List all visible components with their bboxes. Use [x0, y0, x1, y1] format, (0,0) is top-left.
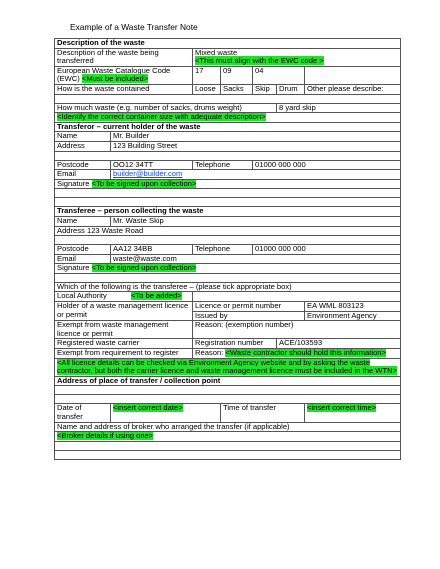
blank-row[interactable] — [55, 441, 401, 450]
local-authority-cell[interactable] — [55, 292, 193, 302]
blank-row — [55, 236, 401, 245]
transferor-signature-cell[interactable] — [55, 179, 401, 189]
waste-transfer-note-form — [54, 38, 401, 460]
blank-row — [55, 198, 401, 207]
transferee-type-question: Which of the following is the transferee – (please tick appropriate box) — [55, 282, 401, 292]
amount-note-cell — [55, 113, 401, 123]
transferee-telephone-value[interactable]: 01000 000 000 — [253, 245, 401, 255]
exempt-reason[interactable]: Reason: (exemption number) — [193, 321, 401, 339]
transferee-name-value[interactable]: Mr. Waste Skip — [111, 216, 401, 226]
transferor-telephone-value[interactable]: 01000 000 000 — [253, 160, 401, 170]
option-other[interactable]: Other please describe: — [305, 84, 401, 94]
transferor-email-link[interactable]: builder@builder.com — [113, 169, 183, 179]
ewc-note: <Must be included> — [81, 74, 149, 84]
transferee-name-label: Name — [55, 216, 111, 226]
issued-label: Issued by — [193, 311, 305, 321]
reason-note: <Waste contractor should hold this information> — [225, 348, 386, 358]
desc-value: Mixed waste — [195, 48, 238, 57]
local-authority-blank — [193, 292, 401, 302]
licence-label: Licence or permit number — [193, 302, 305, 312]
blank-row — [55, 151, 401, 160]
ewc-label: European Waste Catalogue Code (EWC) — [57, 66, 171, 84]
exempt-label[interactable]: Exempt from waste management licence or permit — [55, 321, 193, 339]
transferee-postcode-label: Postcode — [55, 245, 111, 255]
document-title: Example of a Waste Transfer Note — [70, 22, 198, 32]
option-loose[interactable]: Loose — [193, 84, 221, 94]
carrier-label[interactable]: Registered waste carrier — [55, 339, 193, 349]
amount-label: How much waste (e.g. number of sacks, drums weight) — [55, 103, 277, 113]
transferor-postcode-value[interactable]: OO12 34TT — [111, 160, 193, 170]
transferee-signature-note: <To be signed upon collection> — [91, 263, 197, 273]
date-note: <insert correct date> — [113, 403, 183, 413]
ewc-code-3[interactable]: 04 — [253, 66, 305, 84]
broker-note: <Broker details if using one> — [57, 431, 154, 441]
transferee-telephone-label: Telephone — [193, 245, 253, 255]
desc-value-cell[interactable] — [193, 48, 401, 66]
contained-label: How is the waste contained — [55, 84, 193, 94]
transferee-address[interactable]: Address 123 Waste Road — [55, 226, 401, 236]
blank-row[interactable] — [55, 395, 401, 404]
transferee-email-label: Email — [55, 254, 111, 264]
licence-check-note: <All licence details can be checked via Environment Agency website and by asking the waste contractor, but both the carrier licence and waste management licence must be included in the WTN> — [57, 358, 397, 376]
licence-check-cell — [55, 358, 401, 376]
exempt-register-label[interactable]: Exempt from requirement to register — [55, 349, 193, 359]
ewc-code-extra[interactable] — [305, 66, 401, 84]
time-cell[interactable] — [305, 404, 401, 422]
transferor-name-value[interactable]: Mr. Builder — [111, 132, 401, 142]
blank-row — [55, 273, 401, 282]
reason-label: Reason: — [195, 348, 224, 358]
transferee-signature-label: Signature — [57, 263, 90, 273]
transferor-telephone-label: Telephone — [193, 160, 253, 170]
transferee-email-value[interactable]: waste@waste.com — [111, 254, 401, 264]
date-label: Date of transfer — [55, 404, 111, 422]
transferor-name-label: Name — [55, 132, 111, 142]
blank-row[interactable] — [55, 450, 401, 459]
section-heading-description: Description of the waste — [55, 39, 401, 49]
transferor-address-label: Address — [55, 141, 111, 151]
ewc-label-cell — [55, 66, 193, 84]
blank-row — [55, 189, 401, 198]
transferor-signature-label: Signature — [57, 179, 90, 188]
time-note: <insert correct time> — [307, 403, 377, 413]
desc-label: Description of the waste being transferred — [55, 48, 193, 66]
section-heading-transferee: Transferee – person collecting the waste — [55, 207, 401, 217]
issued-value[interactable]: Environment Agency — [305, 311, 401, 321]
blank-row — [55, 94, 401, 103]
blank-row[interactable] — [55, 386, 401, 395]
exempt-register-reason-cell[interactable] — [193, 349, 401, 359]
local-authority-label: Local Authority — [57, 291, 107, 301]
transferor-address-value[interactable]: 123 Building Street — [111, 141, 401, 151]
amount-value[interactable]: 8 yard skip — [277, 103, 401, 113]
desc-note: <This must align with the EWC code > — [195, 56, 324, 66]
broker-cell[interactable] — [55, 432, 401, 442]
ewc-code-2[interactable]: 09 — [221, 66, 253, 84]
transferor-signature-note: <To be signed upon collection> — [91, 179, 197, 188]
transferor-postcode-label: Postcode — [55, 160, 111, 170]
section-heading-transferor: Transferor – current holder of the waste — [55, 122, 401, 132]
transferee-postcode-value[interactable]: AA12 34BB — [111, 245, 193, 255]
section-heading-place: Address of place of transfer / collection point — [55, 376, 401, 386]
transferor-email-cell — [111, 170, 401, 180]
transferee-signature-cell[interactable] — [55, 264, 401, 274]
registration-label: Registration number — [193, 339, 277, 349]
ewc-code-1[interactable]: 17 — [193, 66, 221, 84]
registration-value[interactable]: ACE/103593 — [277, 339, 401, 349]
amount-note: <Identify the correct container size with adequate description> — [57, 112, 266, 122]
date-cell[interactable] — [111, 404, 221, 422]
time-label: Time of transfer — [221, 404, 305, 422]
transferor-email-label: Email — [55, 170, 111, 180]
option-skip[interactable]: Skip — [253, 84, 277, 94]
option-drum[interactable]: Drum — [277, 84, 305, 94]
licence-value[interactable]: EA WML 803123 — [305, 302, 401, 312]
local-authority-note: <To be added> — [130, 291, 182, 301]
holder-label[interactable]: Holder of a waste management licence or permit — [55, 302, 193, 321]
broker-label: Name and address of broker who arranged the transfer (if applicable) — [55, 422, 401, 432]
option-sacks[interactable]: Sacks — [221, 84, 253, 94]
